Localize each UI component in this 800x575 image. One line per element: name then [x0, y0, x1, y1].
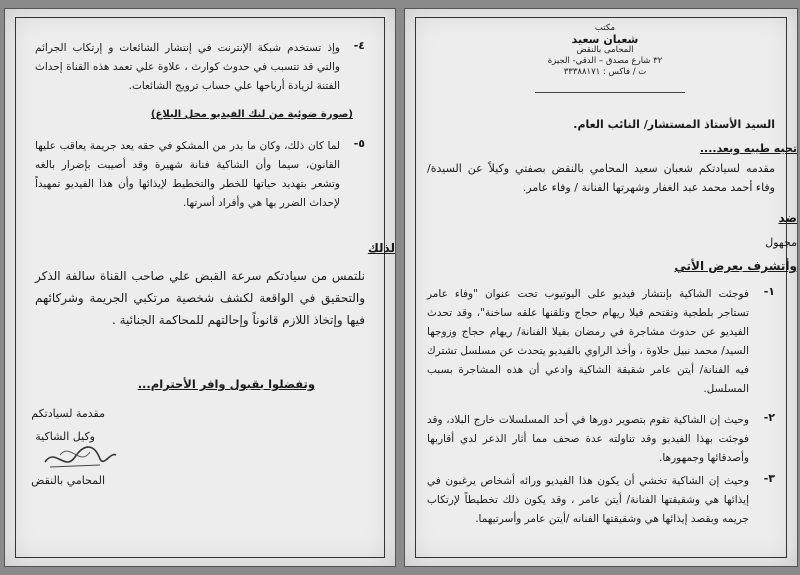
- item-2-text: وحيث إن الشاكية تقوم بتصوير دورها في أحد المسلسلات خارج البلاد، وقد فوجئت بهذا الفيديو وقد تناولته عدة صحف مما أثار الذعر لدي أقاربها وأصدقائها وجمهورها.: [427, 414, 749, 464]
- item-1-number: ١-: [763, 285, 775, 298]
- greeting: تحيه طيبه وبعد....: [699, 142, 797, 155]
- request-text: نلتمس من سيادتكم سرعة القبض علي صاحب القناة سالفة الذكر والتحقيق في الواقعة لكشف شخصية مرتكبي الجريمة وشركائهم فيها وإتخاذ اللازم قانوناً وإحالتهم للمحاكمة الجنائية .: [35, 269, 365, 327]
- item-5-number: ٥-: [353, 137, 365, 150]
- lawyer-title: المحامي بالنقض: [31, 474, 105, 487]
- item-3-text: وحيث إن الشاكية تخشي أن يكون هذا الفيديو ورائه أشخاص يرغبون في إيذائها هي وشقيقتها الفنانة/ أيتن عامر ، وقد يكون ذلك تخطيطاً لإرتكاب جريمه وبقصد إيذائها هي وشقيقتها الفنانه /أيتن عامر وأسرتيهما.: [427, 475, 749, 525]
- intro-text: مقدمه لسيادتكم شعبان سعيد المحامي بالنقض بصفتي وكيلاً عن السيدة/ وفاء أحمد محمد عبد الغفار وشهرتها الفنانة / وفاء عامر.: [427, 162, 775, 194]
- submitted-by-line2: وكيل الشاكية: [35, 430, 95, 443]
- item-2-number: ٢-: [763, 411, 775, 424]
- letterhead: [505, 23, 705, 78]
- letterhead-office: مكتب: [594, 23, 616, 33]
- document-page-2: [4, 8, 396, 567]
- letterhead-title: المحامى بالنقض: [576, 45, 634, 55]
- letterhead-divider: [535, 92, 685, 93]
- against-heading: ضد: [778, 211, 797, 225]
- item-3-number: ٣-: [763, 472, 775, 485]
- closing-line: وتفضلوا بقبول وافر الأحترام...: [137, 377, 315, 391]
- item-1-text: فوجئت الشاكية بإنتشار فيديو على اليوتيوب تحت عنوان "وفاء عامر تستاجر بلطجية وتقتحم فيلا ريهام حجاج وتلقنها علقه ساخنة"، وقد تحدث الفيديو عن حدوث مشاجرة في رمضان بفيلا الفنانة/ ريهام حجاج وزوجها السيد/ محمد نبيل حلاوة ، وأخذ الراوي بالفيديو يتحدث عن مسلسل تشترك فيه الفنانة/ أيتن عامر شقيقة الشاكية وادعي أن هذه المشاجرة بسبب المسلسل.: [427, 288, 749, 395]
- document-page-1: [404, 8, 798, 567]
- letterhead-address: ٣٢ شارع مصدق – الدقي- الجيزة: [547, 56, 663, 66]
- item-4-text: وإذ تستخدم شبكة الإنترنت في إنتشار الشائعات و إرتكاب الجرائم والتي قد تتسبب في حدوث كوارث ، علاوة علي تعمد هذه القناة إحداث الفتنة لزيادة أرباحها علي حساب ترويج الشائعات.: [35, 42, 340, 92]
- letterhead-name: شعبان سعيد: [571, 33, 639, 46]
- addressee: السيد الأستاذ المستشار/ النائب العام.: [573, 118, 775, 131]
- letterhead-phone: ت / فاكس : ٣٣٣٨٨١٧١: [563, 67, 647, 77]
- item-4-number: ٤-: [353, 39, 365, 52]
- therefore-heading: لذلك: [367, 241, 395, 255]
- presenting-heading: وأتشرف بعرض الأتي: [674, 259, 797, 273]
- evidence-note: (صورة ضوئية من لنك الفيديو محل البلاغ): [150, 109, 353, 120]
- submitted-by-line1: مقدمة لسيادتكم: [31, 407, 105, 420]
- defendant-unknown: مجهول: [765, 236, 797, 249]
- item-5-text: لما كان ذلك، وكان ما بدر من المشكو في حقه يعد جريمة يعاقب عليها القانون، سيما وأن الشاكية فنانة شهيرة وقد أصيبت بإضرار بالغه وتشعر بتهديد حياتها للخطر والتخطيط لإيذائها وأن هذا الفيديو تمهيداً لإحداث الضرر بها هي وأفراد أسرتها.: [35, 140, 340, 209]
